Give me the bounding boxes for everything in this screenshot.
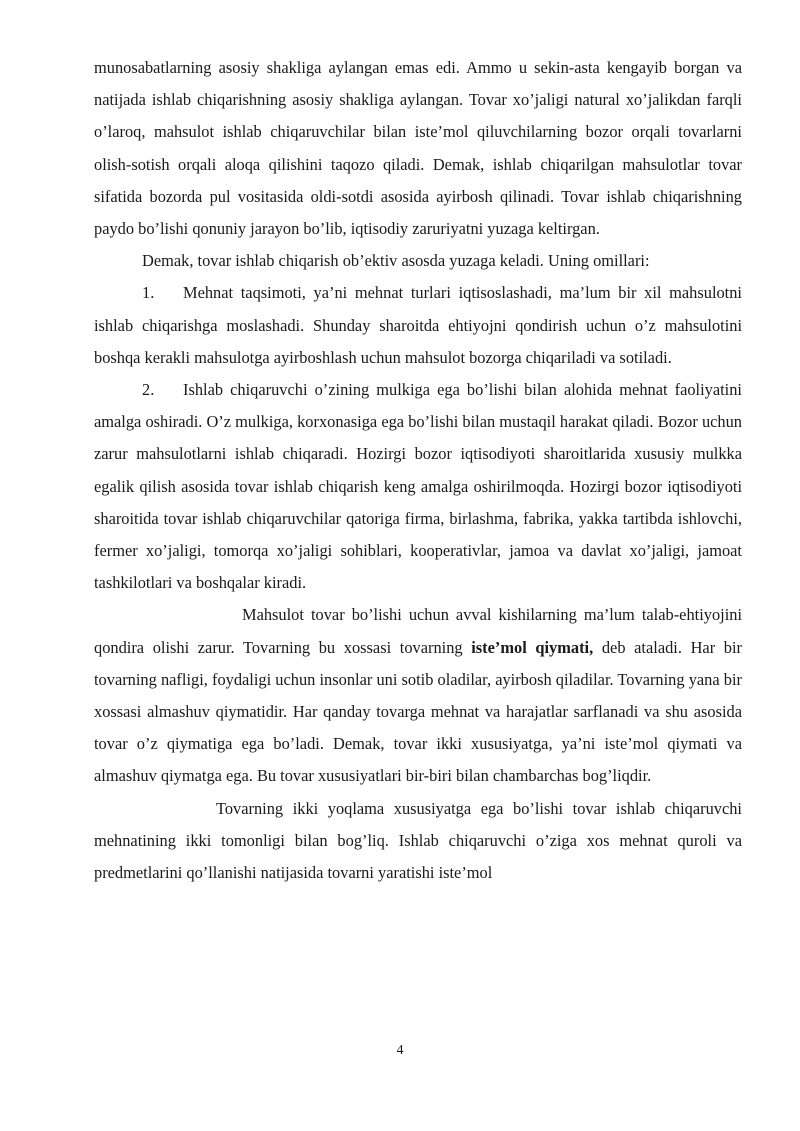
paragraph-text: Mahsulot tovar bo’lishi uchun avval kishilarning ma’lum talab-ehtiyojini qondira olishi zarur. Tovarning bu xossasi tovarning: [94, 605, 742, 657]
paragraph-dual-nature: Tovarning ikki yoqlama xususiyatga ega bo’lishi tovar ishlab chiqaruvchi mehnatining ikki tomonligi bilan bog’liq. Ishlab chiqaruvchi o’ziga xos mehnat quroli va predmetlarini qo’llanishi natijasida tovarni yaratishi iste’mol: [94, 798, 742, 883]
page-number: 4: [396, 1043, 404, 1058]
list-item-number: 2.: [142, 380, 155, 400]
list-item-number: 1.: [142, 283, 155, 303]
paragraph-use-value: [94, 599, 742, 792]
paragraph-factors-intro: Demak, tovar ishlab chiqarish ob’ektiv asosda yuzaga keladi. Uning omillari:: [142, 251, 650, 271]
bold-term: iste’mol qiymati,: [471, 637, 594, 657]
document-body: [94, 52, 742, 889]
list-item-ownership: [94, 374, 742, 599]
list-item-text: Ishlab chiqaruvchi o’zining mulkiga ega bo’lishi bilan alohida mehnat faoliyatini amalga oshiradi. O’z mulkiga, korxonasiga ega bo’lishi bilan mustaqil harakat qiladi. Bozor uchun zarur mahsulotlarni ishlab chiqaradi. Hozirgi bozor iqtisodiyoti sharoitlarida xususiy mulkka egalik qilish asosida tovar ishlab chiqarish keng amalga oshirilmoqda. Hozirgi bozor iqtisodiyoti sharoitida tovar ishlab chiqaruvchilar qatoriga firma, birlashma, fabrika, yakka tartibda ishlovchi, fermer xo’jaligi, tomorqa xo’jaligi sohiblari, kooperativlar, jamoa va davlat xo’jaligi, jamoat tashkilotlari va boshqalar kiradi.: [94, 380, 742, 593]
paragraph-text: deb ataladi. Har bir tovarning nafligi, foydaligi uchun insonlar uni sotib oladilar, ayirbosh qiladilar. Tovarning yana bir xossasi almashuv qiymatidir. Har qanday tovarga mehnat va harajatlar sarflanadi va shu asosida tovar o’z qiymatiga ega bo’ladi. Demak, tovar ikki xususiyatga, ya’ni iste’mol qiymati va almashuv qiymatga ega. Bu tovar xususiyatlari bir-biri bilan chambarchas bog’liqdir.: [94, 637, 742, 786]
list-item-division-of-labor: [94, 277, 742, 374]
list-item-text: Mehnat taqsimoti, ya’ni mehnat turlari iqtisoslashadi, ma’lum bir xil mahsulotni ishlab chiqarishga moslashadi. Shunday sharoitda ehtiyojni qondirish uchun o’z mahsulotini boshqa kerakli mahsulotga ayirboshlash uchun mahsulot bozorga chiqariladi va sotiladi.: [94, 283, 742, 367]
paragraph-continuation: munosabatlarning asosiy shakliga aylangan emas edi. Ammo u sekin-asta kengayib borgan va natijada ishlab chiqarishning asosiy shakliga aylangan. Tovar xo’jaligi natural xo’jalikdan farqli o’laroq, mahsulot ishlab chiqaruvchilar bilan iste’mol qiluvchilarning bozor orqali tovarlarni olish-sotish orqali aloqa qilishini taqozo qiladi. Demak, ishlab chiqarilgan mahsulotlar tovar sifatida bozorda pul vositasida oldi-sotdi asosida ayirbosh qilinadi. Tovar ishlab chiqarishning paydo bo’lishi qonuniy jarayon bo’lib, iqtisodiy zaruriyatni yuzaga keltirgan.: [94, 58, 742, 239]
